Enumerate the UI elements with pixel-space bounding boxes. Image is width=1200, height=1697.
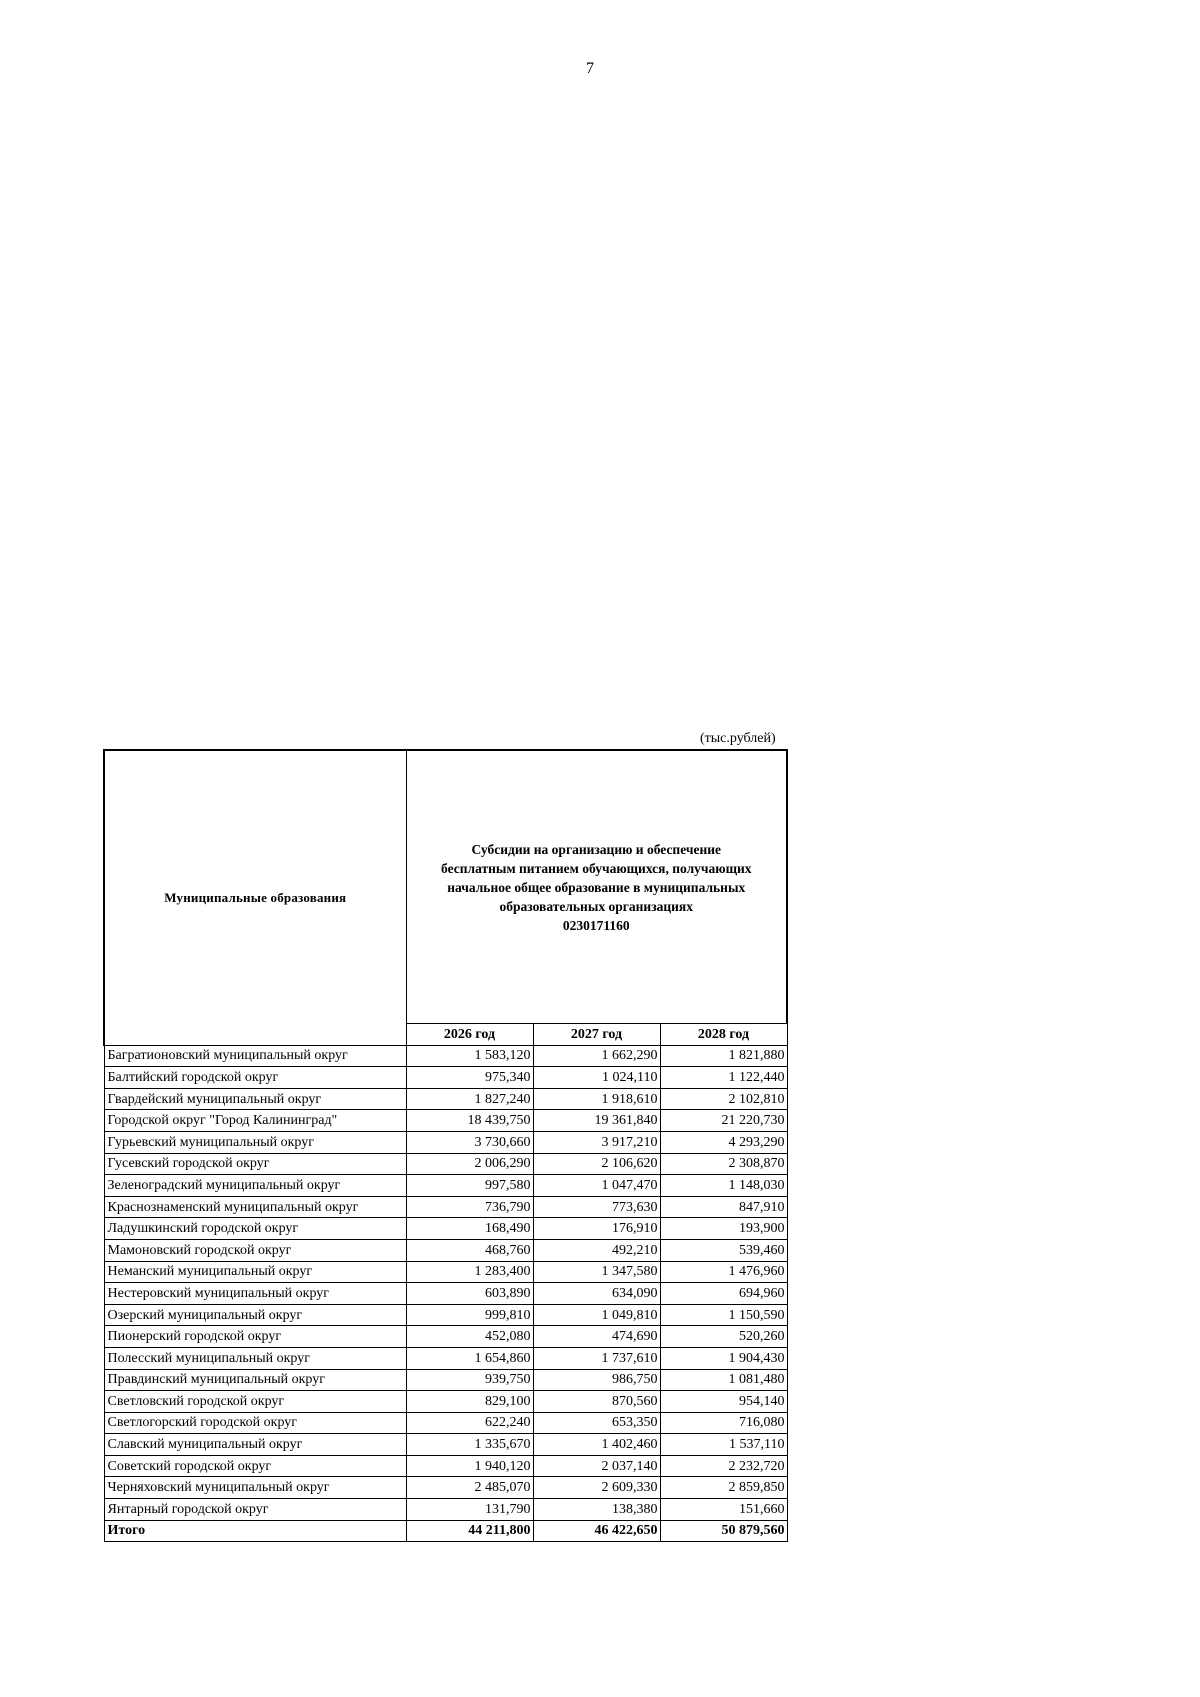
value-2028: 716,080	[660, 1412, 787, 1434]
value-2027: 176,910	[533, 1218, 660, 1240]
value-2027: 492,210	[533, 1239, 660, 1261]
table-row	[104, 1499, 787, 1521]
value-2028: 520,260	[660, 1326, 787, 1348]
page-number: 7	[586, 60, 594, 77]
value-2027: 1 047,470	[533, 1175, 660, 1197]
municipality-name: Неманский муниципальный округ	[104, 1261, 406, 1283]
table-row	[104, 1175, 787, 1197]
municipality-name: Мамоновский городской округ	[104, 1239, 406, 1261]
total-2026: 44 211,800	[406, 1520, 533, 1542]
value-2027: 2 609,330	[533, 1477, 660, 1499]
year-header-2028: 2028 год	[660, 1024, 787, 1046]
value-2026: 1 583,120	[406, 1045, 533, 1067]
value-2026: 736,790	[406, 1196, 533, 1218]
table-row	[104, 1067, 787, 1089]
value-2027: 2 106,620	[533, 1153, 660, 1175]
value-2028: 21 220,730	[660, 1110, 787, 1132]
value-2026: 3 730,660	[406, 1131, 533, 1153]
municipality-name: Полесский муниципальный округ	[104, 1347, 406, 1369]
value-2027: 1 347,580	[533, 1261, 660, 1283]
value-2028: 1 904,430	[660, 1347, 787, 1369]
value-2028: 2 859,850	[660, 1477, 787, 1499]
table-row	[104, 1347, 787, 1369]
value-2027: 474,690	[533, 1326, 660, 1348]
municipality-name: Городской округ "Город Калининград"	[104, 1110, 406, 1132]
municipality-name: Ладушкинский городской округ	[104, 1218, 406, 1240]
value-2026: 18 439,750	[406, 1110, 533, 1132]
value-2026: 1 940,120	[406, 1455, 533, 1477]
municipality-name: Нестеровский муниципальный округ	[104, 1283, 406, 1305]
value-2027: 870,560	[533, 1391, 660, 1413]
total-2028: 50 879,560	[660, 1520, 787, 1542]
municipality-name: Гусевский городской округ	[104, 1153, 406, 1175]
value-2026: 2 485,070	[406, 1477, 533, 1499]
municipality-name: Багратионовский муниципальный округ	[104, 1045, 406, 1067]
value-2027: 634,090	[533, 1283, 660, 1305]
subsidy-budget-code: 0230171160	[562, 917, 630, 933]
municipality-name: Гурьевский муниципальный округ	[104, 1131, 406, 1153]
value-2027: 1 024,110	[533, 1067, 660, 1089]
value-2028: 4 293,290	[660, 1131, 787, 1153]
value-2028: 694,960	[660, 1283, 787, 1305]
municipality-name: Светловский городской округ	[104, 1391, 406, 1413]
value-2028: 1 150,590	[660, 1304, 787, 1326]
value-2026: 1 335,670	[406, 1434, 533, 1456]
value-2026: 1 654,860	[406, 1347, 533, 1369]
value-2026: 999,810	[406, 1304, 533, 1326]
municipality-name: Славский муниципальный округ	[104, 1434, 406, 1456]
value-2027: 138,380	[533, 1499, 660, 1521]
table-row	[104, 1326, 787, 1348]
table-row	[104, 1196, 787, 1218]
value-2026: 2 006,290	[406, 1153, 533, 1175]
value-2027: 1 662,290	[533, 1045, 660, 1067]
municipality-name: Правдинский муниципальный округ	[104, 1369, 406, 1391]
value-2027: 1 049,810	[533, 1304, 660, 1326]
municipality-name: Янтарный городской округ	[104, 1499, 406, 1521]
value-2027: 2 037,140	[533, 1455, 660, 1477]
value-2026: 939,750	[406, 1369, 533, 1391]
municipality-name: Гвардейский муниципальный округ	[104, 1088, 406, 1110]
value-2026: 829,100	[406, 1391, 533, 1413]
table-row	[104, 1283, 787, 1305]
table-row	[104, 1412, 787, 1434]
value-2028: 1 081,480	[660, 1369, 787, 1391]
value-2028: 1 148,030	[660, 1175, 787, 1197]
value-2027: 986,750	[533, 1369, 660, 1391]
table-row	[104, 1261, 787, 1283]
value-2026: 1 827,240	[406, 1088, 533, 1110]
value-2027: 19 361,840	[533, 1110, 660, 1132]
table-row	[104, 1391, 787, 1413]
table-row	[104, 1088, 787, 1110]
value-2028: 2 308,870	[660, 1153, 787, 1175]
value-2028: 1 122,440	[660, 1067, 787, 1089]
value-2027: 773,630	[533, 1196, 660, 1218]
year-header-2027: 2027 год	[533, 1024, 660, 1046]
value-2028: 847,910	[660, 1196, 787, 1218]
value-2028: 193,900	[660, 1218, 787, 1240]
value-2028: 954,140	[660, 1391, 787, 1413]
value-2028: 1 476,960	[660, 1261, 787, 1283]
subsidy-table	[103, 749, 788, 1542]
value-2027: 1 918,610	[533, 1088, 660, 1110]
municipality-name: Балтийский городской округ	[104, 1067, 406, 1089]
value-2026: 168,490	[406, 1218, 533, 1240]
value-2026: 622,240	[406, 1412, 533, 1434]
table-row	[104, 1369, 787, 1391]
subsidy-title-line: Субсидии на организацию и обеспечение	[471, 841, 722, 857]
units-label: (тыс.рублей)	[700, 731, 776, 746]
table-row	[104, 1218, 787, 1240]
value-2028: 1 537,110	[660, 1434, 787, 1456]
value-2026: 452,080	[406, 1326, 533, 1348]
value-2026: 468,760	[406, 1239, 533, 1261]
municipality-name: Озерский муниципальный округ	[104, 1304, 406, 1326]
municipality-name: Краснознаменский муниципальный округ	[104, 1196, 406, 1218]
value-2028: 151,660	[660, 1499, 787, 1521]
municipality-name: Пионерский городской округ	[104, 1326, 406, 1348]
value-2027: 1 402,460	[533, 1434, 660, 1456]
column-header-municipalities: Муниципальные образования	[104, 750, 406, 1045]
subsidy-title-line: бесплатным питанием обучающихся, получающих	[441, 860, 752, 876]
value-2026: 1 283,400	[406, 1261, 533, 1283]
subsidy-title-line: начальное общее образование в муниципальных	[447, 879, 746, 895]
value-2026: 603,890	[406, 1283, 533, 1305]
municipality-name: Светлогорский городской округ	[104, 1412, 406, 1434]
subsidy-title-line: образовательных организациях	[499, 898, 693, 914]
value-2028: 2 232,720	[660, 1455, 787, 1477]
value-2028: 539,460	[660, 1239, 787, 1261]
table-row	[104, 1110, 787, 1132]
table-row	[104, 1131, 787, 1153]
total-row	[104, 1520, 787, 1542]
table-row	[104, 1304, 787, 1326]
value-2027: 3 917,210	[533, 1131, 660, 1153]
total-label: Итого	[104, 1520, 406, 1542]
table-row	[104, 1434, 787, 1456]
municipality-name: Черняховский муниципальный округ	[104, 1477, 406, 1499]
table-row	[104, 1455, 787, 1477]
table-row	[104, 1153, 787, 1175]
table-body	[104, 1045, 787, 1520]
value-2026: 131,790	[406, 1499, 533, 1521]
value-2027: 653,350	[533, 1412, 660, 1434]
value-2026: 997,580	[406, 1175, 533, 1197]
table-row	[104, 1477, 787, 1499]
value-2026: 975,340	[406, 1067, 533, 1089]
value-2028: 2 102,810	[660, 1088, 787, 1110]
column-header-subsidy-title	[406, 750, 787, 1024]
municipality-name: Советский городской округ	[104, 1455, 406, 1477]
year-header-2026: 2026 год	[406, 1024, 533, 1046]
table-row	[104, 1239, 787, 1261]
value-2027: 1 737,610	[533, 1347, 660, 1369]
value-2028: 1 821,880	[660, 1045, 787, 1067]
total-2027: 46 422,650	[533, 1520, 660, 1542]
table-row	[104, 1045, 787, 1067]
municipality-name: Зеленоградский муниципальный округ	[104, 1175, 406, 1197]
